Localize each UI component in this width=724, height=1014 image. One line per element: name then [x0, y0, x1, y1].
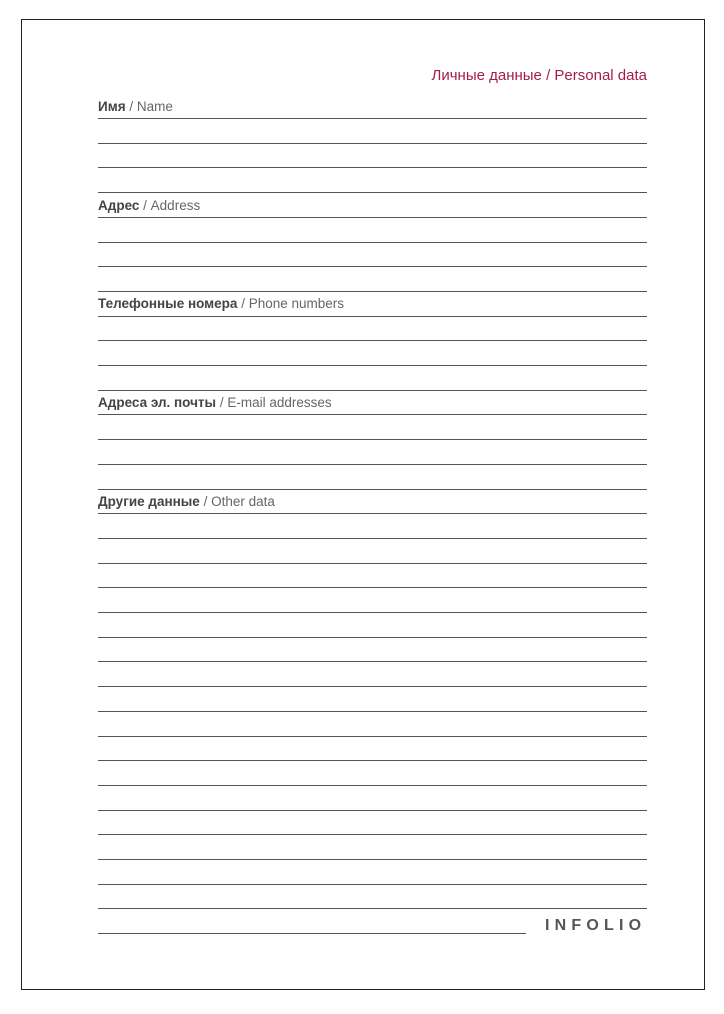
writing-line: [98, 266, 647, 267]
writing-line: [98, 884, 647, 885]
writing-line: [98, 637, 647, 638]
page-title: [432, 67, 648, 84]
writing-line: [98, 760, 647, 761]
page-title-separator: /: [541, 67, 555, 84]
writing-line: [98, 365, 647, 366]
writing-line: [98, 908, 647, 909]
writing-line: [98, 118, 647, 119]
section-label-phone-numbers: Телефонные номера / Phone numbers: [98, 296, 345, 311]
writing-line: [98, 859, 647, 860]
section-label-address: Адрес / Address: [98, 198, 201, 213]
section-label-name: Имя / Name: [98, 99, 173, 114]
writing-line: [98, 390, 647, 391]
writing-line: [98, 587, 647, 588]
writing-line: [98, 785, 647, 786]
writing-line: [98, 167, 647, 168]
writing-line: [98, 563, 647, 564]
brand-logo: INFOLIO: [545, 917, 647, 934]
writing-line: [98, 736, 647, 737]
writing-line: [98, 242, 647, 243]
writing-line: [98, 513, 647, 514]
writing-line: [98, 538, 647, 539]
writing-line: [98, 612, 647, 613]
writing-line: [98, 192, 647, 193]
writing-line: [98, 711, 647, 712]
writing-line: [98, 686, 647, 687]
writing-line: [98, 439, 647, 440]
writing-line: [98, 414, 647, 415]
page-title-en: Personal data: [554, 67, 647, 84]
writing-line: [98, 933, 526, 934]
writing-line: [98, 143, 647, 144]
writing-line: [98, 316, 647, 317]
page-title-ru: Личные данные: [431, 67, 542, 84]
writing-line: [98, 834, 647, 835]
section-label-email-addresses: Адреса эл. почты / E-mail addresses: [98, 395, 332, 410]
writing-line: [98, 489, 647, 490]
section-label-other-data: Другие данные / Other data: [98, 494, 275, 509]
writing-line: [98, 340, 647, 341]
writing-line: [98, 464, 647, 465]
writing-line: [98, 661, 647, 662]
writing-line: [98, 291, 647, 292]
writing-line: [98, 810, 647, 811]
writing-line: [98, 217, 647, 218]
